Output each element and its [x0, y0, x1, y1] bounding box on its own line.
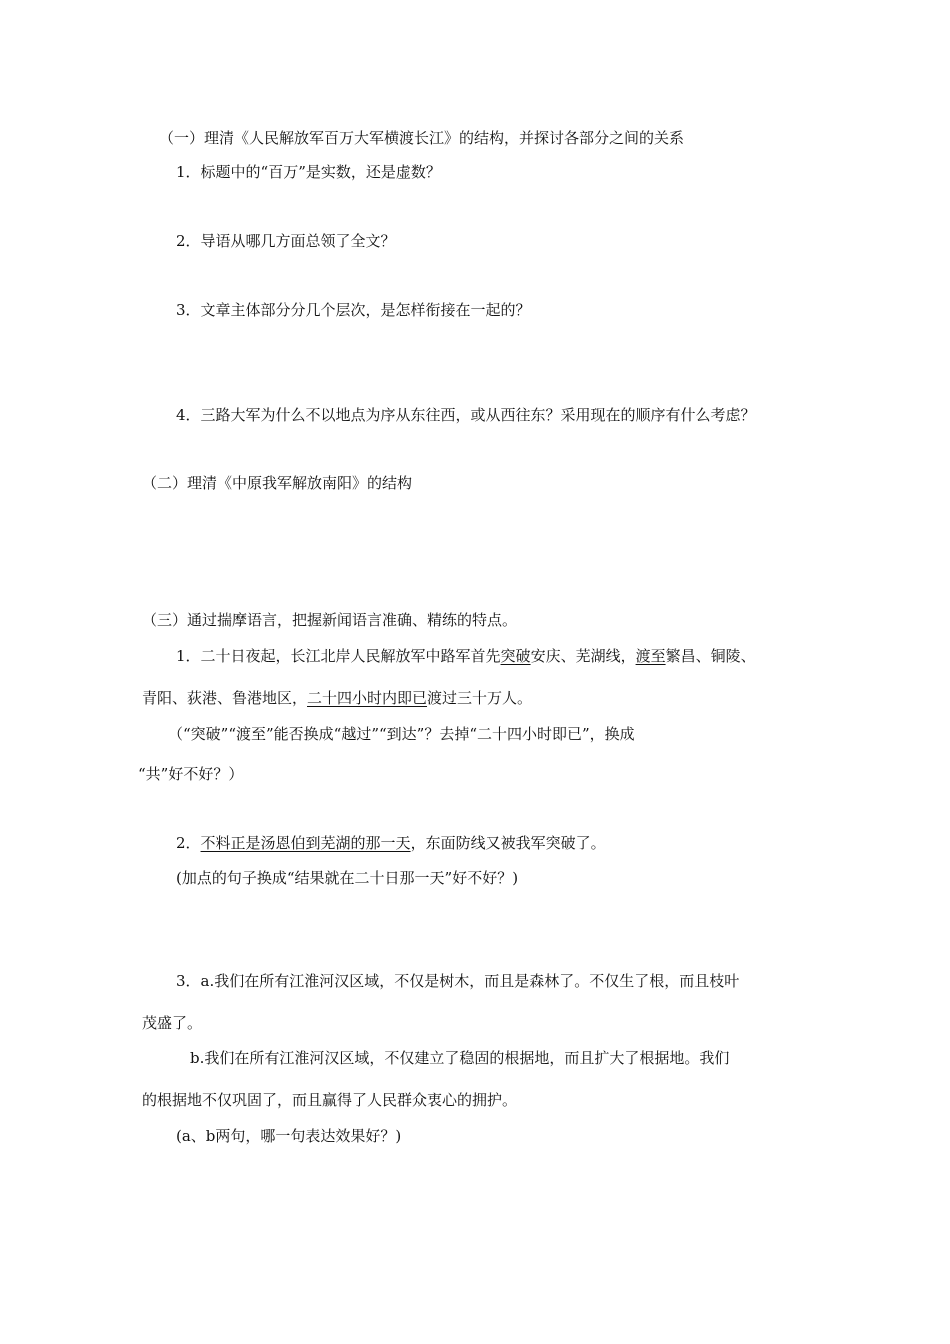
- item3-note: (a、b两句，哪一句表达效果好？): [176, 1127, 402, 1145]
- item2-rest: ，东面防线又被我军突破了。: [410, 834, 606, 852]
- section1-question-2: 2．导语从哪几方面总领了全文？: [176, 232, 396, 250]
- item1-underlined-tupo: 突破: [500, 647, 531, 665]
- item2-underlined: 不料正是汤恩伯到芜湖的那一天: [200, 834, 411, 852]
- item1-note-line2: “共”好不好？）: [138, 765, 244, 783]
- item1-line2: [142, 688, 532, 708]
- item1-underlined-24h: 二十四小时内即已: [307, 689, 428, 707]
- section3-heading: （三）通过揣摩语言，把握新闻语言准确、精练的特点。: [142, 611, 518, 629]
- section1-question-3: 3．文章主体部分分几个层次，是怎样衔接在一起的？: [176, 301, 531, 319]
- item1-note-line1: （“突破”“渡至”能否换成“越过”“到达”？去掉“二十四小时即已”，换成: [168, 725, 635, 743]
- item1-line1-text-a: 1．二十日夜起，长江北岸人民解放军中路军首先: [176, 647, 501, 665]
- item2-line: [176, 833, 606, 853]
- item1-line1-text-c: 繁昌、铜陵、: [665, 647, 756, 665]
- item2-prefix: 2．: [176, 834, 201, 852]
- item1-line1-text-b: 安庆、芜湖线，: [530, 647, 636, 665]
- section2-heading: （二）理清《中原我军解放南阳》的结构: [142, 474, 413, 492]
- item2-note: (加点的句子换成“结果就在二十日那一天”好不好？): [176, 869, 519, 887]
- item3-b-line2: 的根据地不仅巩固了，而且赢得了人民群众衷心的拥护。: [142, 1091, 518, 1109]
- section1-question-4: 4．三路大军为什么不以地点为序从东往西，或从西往东？采用现在的顺序有什么考虑？: [176, 406, 756, 424]
- item1-line1: [176, 646, 756, 666]
- item1-line2-text-a: 青阳、荻港、鲁港地区，: [142, 689, 308, 707]
- section1-question-1: 1．标题中的“百万”是实数，还是虚数？: [176, 163, 441, 181]
- item3-a-line1: 3．a.我们在所有江淮河汉区域，不仅是树木，而且是森林了。不仅生了根，而且枝叶: [176, 972, 740, 990]
- item3-b-line1: b.我们在所有江淮河汉区域，不仅建立了稳固的根据地，而且扩大了根据地。我们: [190, 1049, 730, 1067]
- section1-heading: （一）理清《人民解放军百万大军横渡长江》的结构，并探讨各部分之间的关系: [159, 129, 685, 147]
- item3-a-line2: 茂盛了。: [142, 1014, 203, 1032]
- item1-underlined-duzhi: 渡至: [635, 647, 666, 665]
- item1-line2-text-b: 渡过三十万人。: [427, 689, 533, 707]
